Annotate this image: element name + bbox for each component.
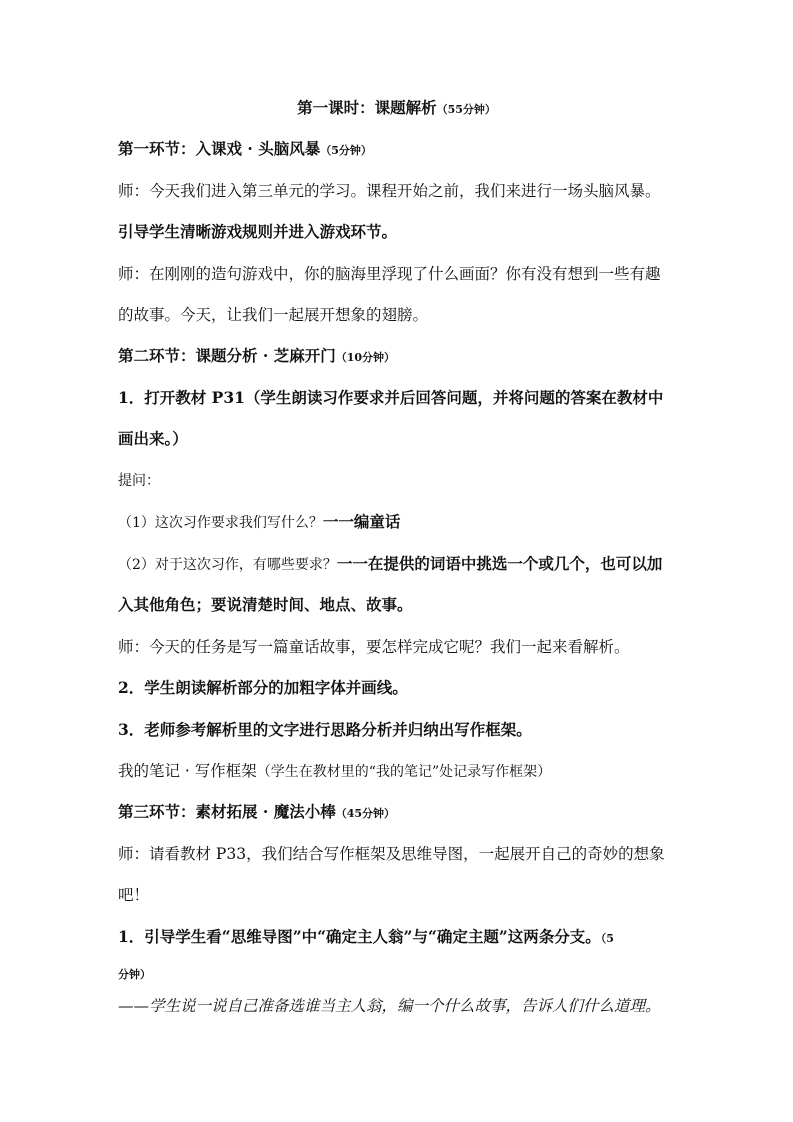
notes-label: 我的笔记 · 写作框架: [118, 762, 257, 780]
section2-question-2-line-2: 入其他角色；要说清楚时间、地点、故事。: [118, 595, 413, 614]
page-title: [0, 97, 793, 121]
section3-paragraph-line-1: 师：请看教材 P33，我们结合写作框架及思维导图，一起展开自己的奇妙的想象: [118, 845, 665, 863]
notes-paren: （学生在教材里的“我的笔记”处记录写作框架）: [256, 764, 552, 780]
section2-item1-line-1: 1．打开教材 P31（学生朗读习作要求并后回答问题，并将问题的答案在教材中: [118, 388, 664, 407]
section3-paragraph-line-2: 吧！: [118, 886, 150, 904]
section2-question-2-line-1: [118, 553, 683, 576]
section3-time: （45分钟）: [335, 807, 396, 820]
section2-question-1: [118, 511, 683, 534]
section2-item2: 2．学生朗读解析部分的加粗字体并画线。: [118, 678, 408, 697]
section2-item1-line-2: 画出来。）: [118, 429, 188, 448]
section2-item3: 3．老师参考解析里的文字进行思路分析并归纳出写作框架。: [118, 720, 532, 739]
section3-item1-time-b: 分钟）: [118, 968, 151, 981]
section2-heading-text: 第二环节：课题分析 · 芝麻开门: [118, 346, 336, 365]
question-2-prefix: （2）对于这次习作，有哪些要求？: [118, 557, 337, 573]
section1-paragraph-3-line-2: 的故事。今天，让我们一起展开想象的翅膀。: [118, 306, 429, 324]
section2-notes: [118, 760, 683, 783]
section1-paragraph-1: 师：今天我们进入第三单元的学习。课程开始之前，我们来进行一场头脑风暴。: [118, 182, 661, 200]
section2-time: （10分钟）: [335, 351, 396, 364]
section1-paragraph-2: 引导学生清晰游戏规则并进入游戏环节。: [118, 222, 398, 241]
section1-heading-text: 第一环节：入课戏 · 头脑风暴: [118, 139, 321, 158]
section3-item1-line-1: [118, 926, 683, 950]
section3-item1-text: 1．引导学生看“思维导图”中“确定主人翁”与“确定主题”这两条分支。: [118, 927, 601, 946]
section1-time: （5分钟）: [320, 144, 372, 157]
section2-ask-label: 提问：: [118, 473, 160, 489]
section3-heading: [118, 801, 683, 825]
section2-heading: [118, 345, 683, 369]
section1-heading: [118, 138, 683, 162]
question-1-prefix: （1）这次习作要求我们写什么？: [118, 515, 323, 531]
section3-italic-line: ——学生说一说自己准备选谁当主人翁，编一个什么故事，告诉人们什么道理。: [118, 997, 661, 1015]
section3-item1-time-a: （5: [600, 932, 614, 945]
title-time: （55分钟）: [436, 103, 496, 116]
question-2-answer-line-1: 一一在提供的词语中挑选一个或几个，也可以加: [336, 554, 663, 573]
section3-heading-text: 第三环节：素材拓展 · 魔法小棒: [118, 802, 336, 821]
section2-task-paragraph: 师：今天的任务是写一篇童话故事，要怎样完成它呢？我们一起来看解析。: [118, 638, 630, 656]
title-main: 第一课时：课题解析: [297, 98, 437, 117]
question-1-answer: 一一编童话: [322, 512, 401, 531]
section1-paragraph-3-line-1: 师：在刚刚的造句游戏中，你的脑海里浮现了什么画面？你有没有想到一些有趣: [118, 265, 661, 283]
